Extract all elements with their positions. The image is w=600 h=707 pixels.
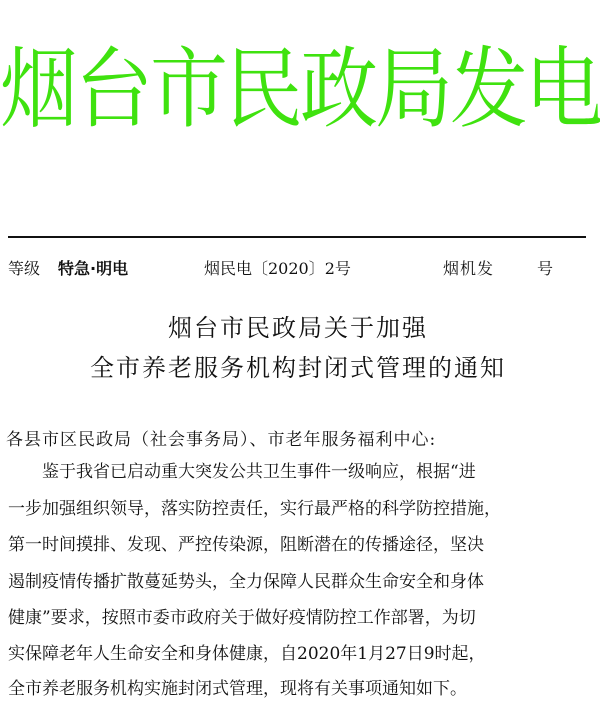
document-title-line-2: 全市养老服务机构封闭式管理的通知	[90, 354, 506, 382]
dispatch-label: 烟机发	[443, 259, 495, 278]
addressee: 各县市区民政局（社会事务局）、市老年服务福利中心:	[6, 430, 437, 450]
body-line: 鉴于我省已启动重大突发公共卫生事件一级响应，根据“进	[42, 462, 476, 482]
dispatch-suffix: 号	[537, 259, 554, 278]
urgency-level-value: 特急·明电	[58, 259, 129, 278]
document-number: 烟民电〔2020〕2号	[204, 259, 351, 278]
body-line: 第一时间摸排、发现、严控传染源，阻断潜在的传播途径，坚决	[8, 535, 484, 555]
body-line: 全市养老服务机构实施封闭式管理，现将有关事项通知如下。	[8, 679, 467, 699]
body-line: 遏制疫情传播扩散蔓延势头，全力保障人民群众生命安全和身体	[8, 572, 484, 592]
document-title-line-1: 烟台市民政局关于加强	[168, 314, 428, 342]
document-header-title: 烟台市民政局发电	[0, 39, 600, 141]
body-line: 一步加强组织领导，落实防控责任，实行最严格的科学防控措施，	[8, 499, 501, 519]
body-line: 实保障老年人生命安全和身体健康，自2020年1月27日9时起，	[8, 644, 486, 664]
urgency-level-label: 等级	[8, 259, 41, 278]
header-divider-rule	[8, 236, 586, 238]
document-meta-row	[8, 258, 588, 280]
body-line: 健康”要求，按照市委市政府关于做好疫情防控工作部署，为切	[8, 608, 476, 628]
